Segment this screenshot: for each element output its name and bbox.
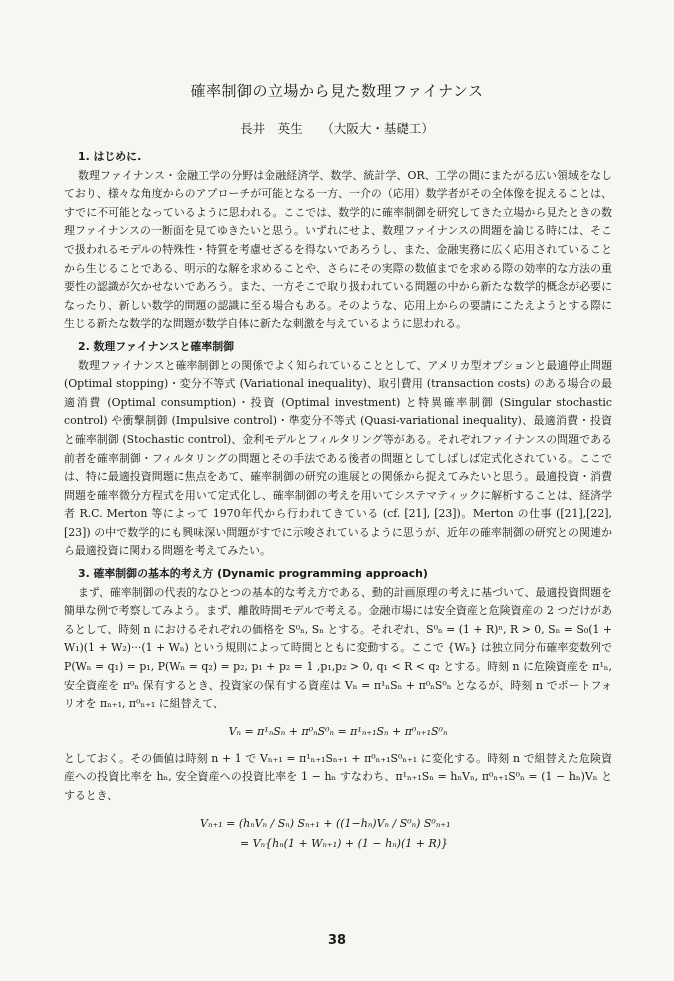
paper-title: 確率制御の立場から見た数理ファイナンス [190,82,484,100]
section-finance-and-control [64,338,612,561]
section-heading: 1. はじめに. [78,150,142,163]
author-line: 長井 英生 （大阪大・基礎工） [240,121,434,136]
page-number: 38 [327,933,347,948]
equation-wealth-dynamics [64,814,612,854]
section-heading: 3. 確率制御の基本的考え方 (Dynamic programming approach) [78,567,428,581]
section-heading: 2. 数理ファイナンスと確率制御 [78,339,234,353]
body-paragraph: 数理ファイナンス・金融工学の分野は金融経済学、数学、統計学、OR、工学の間にまたがる広い領域をなしており、様々な角度からのアプローチが可能となる一方、一介の（応用）数学者がその全体像を捉えることは、すでに不可能となっているように思われる。ここでは、数学的に確率制御を研究してきた立場から見たときの数理ファイナンスの一断面を見てゆきたいと思う。いずれにせよ、数理ファイナンスの問題を論じる時には、そこで扱われるモデルの特殊性・特質を考慮せざるを得ないであろうし、また、金融実務に広く応用されていることから生じることである、明示的な解を求めることや、さらにその実際の数値までを求める際の効率的な方法の重要性の認識が欠かせないであろう。また、一方そこで取り扱われている問題の中から新たな数学的概念が必要になったり、新しい数学的問題の認識に至る場合もある。そのような、応用上からの要請にこたえようとする際に生じる新たな数学的な問題が数学自体に新たな刺激を与えているように思われる。 [64,168,612,331]
equation-line: = Vₙ{hₙ(1 + Wₙ₊₁) + (1 − hₙ)(1 + R)} [240,836,449,850]
paper-body [64,146,612,862]
section-introduction [64,148,612,334]
body-paragraph: としておく。その価値は時刻 n + 1 で Vₙ₊₁ = π¹ₙ₊₁Sₙ₊₁ + π⁰ₙ₊₁S⁰ₙ₊₁ に変化する。時刻 n で組替えた危険資産への投資比率を hₙ, 安全資産への投資比率を 1 − hₙ すなわち、π¹ₙ₊₁Sₙ = hₙVₙ, π⁰ₙ₊₁S⁰ₙ = (1 − hₙ)Vₙ とするとき、 [64,751,612,802]
body-paragraph: まず、確率制御の代表的なひとつの基本的な考え方である、動的計画原理の考えに基づいて、最適投資問題を簡単な例で考察してみよう。まず、離散時間モデルで考える。金融市場には安全資産と危険資産の 2 つだけがあるとして、時刻 n におけるそれぞれの価格を S⁰ₙ, Sₙ とする。それぞれ、S⁰ₙ = (1 + R)ⁿ, R > 0, Sₙ = S₀(1 + W₁)(1 + W₂)···(1 + Wₙ) という規則によって時間とともに変動する。ここで {Wₙ} は独立同分布確率変数列で P(Wₙ = q₁) = p₁, P(Wₙ = q₂) = p₂, p₁ + p₂ = 1 ,p₁,p₂ > 0, q₁ < R < q₂ とする。時刻 n に危険資産を π¹ₙ, 安全資産を π⁰ₙ 保有するとき、投資家の保有する資産は Vₙ = π¹ₙSₙ + π⁰ₙS⁰ₙ となるが、時刻 n でポートフォリオを πₙ₊₁, π⁰ₙ₊₁ に組替えて、 [64,585,612,711]
section-dynamic-programming [64,565,612,854]
equation-line: Vₙ₊₁ = (hₙVₙ / Sₙ) Sₙ₊₁ + ((1−hₙ)Vₙ / S⁰ₙ) S⁰ₙ₊₁ [200,816,451,830]
body-paragraph: 数理ファイナンスと確率制御との関係でよく知られていることとして、アメリカ型オプションと最適停止問題 (Optimal stopping)・変分不等式 (Variational inequality)、取引費用 (transaction costs) のある場合の最適消費 (Optimal consumption)・投資 (Optimal investment) と特異確率制御 (Singular stochastic control) や衝撃制御 (Impulsive control)・準変分不等式 (Quasi-variational inequality)、最適消費・投資と確率制御 (Stochastic control)、金利モデルとフィルタリング等がある。それぞれファイナンスの問題である前者を確率制御・フィルタリングの問題とその手法である後者の問題としてしばしば定式化されている。ここでは、特に最適投資問題に焦点をあて、確率制御の研究の進展との関係から捉えてみたいと思う。最適投資・消費問題を確率微分方程式を用いて定式化し、確率制御の考えを用いてシステマティックに解析することは、経済学者 R.C. Merton 等によって 1970年代から行われてきている (cf. [21], [23])。Merton の仕事 ([21],[22],[23]) の中で数学的にも興味深い問題がすでに示唆されているように思うが、近年の確率制御の研究との関連から最適投資に関わる問題を考えてみたい。 [64,358,612,558]
equation-portfolio: Vₙ = π¹ₙSₙ + π⁰ₙS⁰ₙ = π¹ₙ₊₁Sₙ + π⁰ₙ₊₁S⁰ₙ [228,724,448,738]
